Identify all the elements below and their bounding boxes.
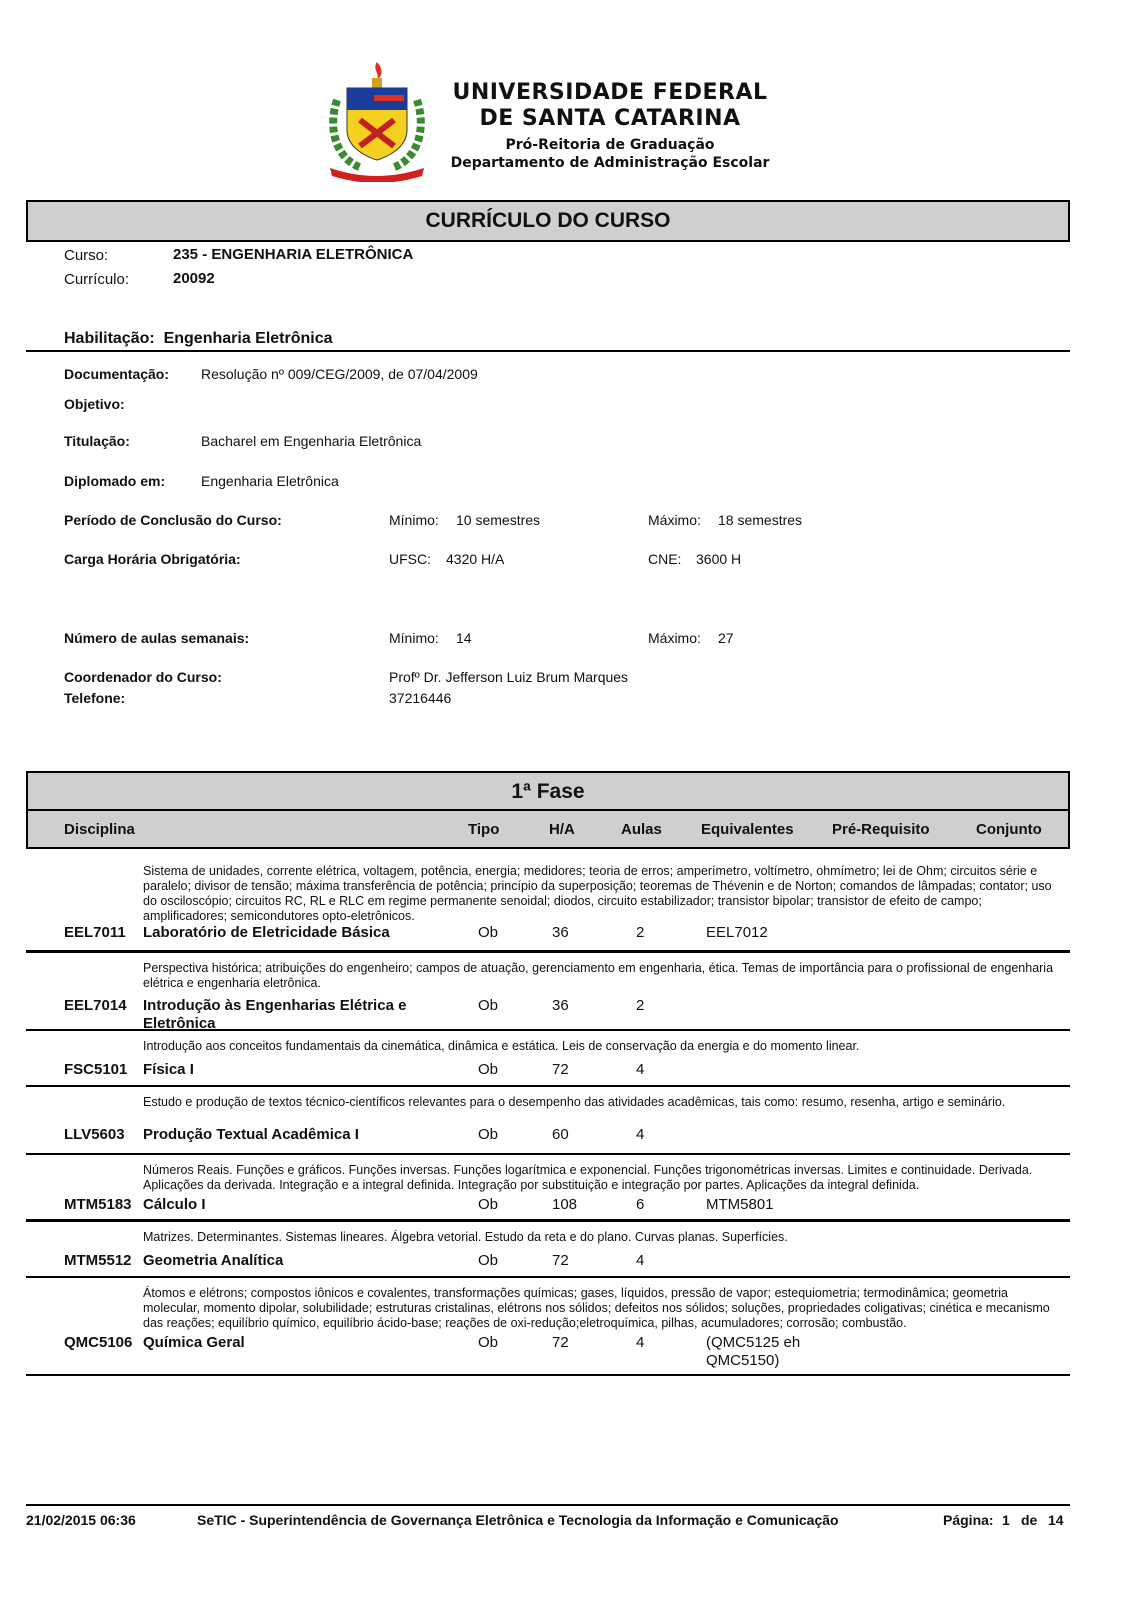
disciplina-aulas: 2 (636, 924, 645, 941)
col-tipo: Tipo (468, 821, 500, 838)
disciplina-name: Introdução às Engenharias Elétrica e Eletrônica (143, 997, 407, 1032)
objetivo-label: Objetivo: (64, 396, 125, 412)
disciplina-description: Introdução aos conceitos fundamentais da cinemática, dinâmica e estática. Leis de conservação da energia e do momento linear. (143, 1039, 860, 1053)
ufsc-logo (322, 60, 432, 182)
disciplina-name: Produção Textual Acadêmica I (143, 1126, 359, 1143)
table-row (26, 953, 1070, 1031)
aulas-max: 27 (718, 630, 734, 646)
disciplina-code: EEL7011 (64, 924, 126, 941)
fase-header (26, 771, 1070, 849)
disciplina-ha: 60 (552, 1126, 569, 1143)
curriculo-value: 20092 (173, 270, 215, 287)
table-row (26, 1155, 1070, 1222)
col-disciplina: Disciplina (64, 821, 135, 838)
footer-org: SeTIC - Superintendência de Governança Eletrônica e Tecnologia da Informação e Comunicação (197, 1512, 839, 1528)
table-row (26, 1087, 1070, 1155)
carga-ufsc-label: UFSC: (389, 551, 431, 567)
table-row (26, 1222, 1070, 1278)
titulacao-label: Titulação: (64, 433, 130, 449)
disciplina-code: EEL7014 (64, 997, 127, 1014)
disciplina-ha: 72 (552, 1061, 569, 1078)
disciplina-tipo: Ob (478, 997, 499, 1014)
periodo-min-label: Mínimo: (389, 512, 439, 528)
aulas-label: Número de aulas semanais: (64, 630, 250, 646)
disciplina-name: Física I (143, 1061, 194, 1078)
habilitacao (26, 330, 1070, 352)
disciplina-description: Átomos e elétrons; compostos iônicos e covalentes, transformações químicas; gases, líquidos, pressão de vapor; estequiometria; termodinâmica; geometria molecular, momento dipolar, solubilidade; estruturas cristalinas, elétrons nos sólidos; defeitos nos sólidos; soluções, propriedades coligativas; cinética e mecanismo das reações; equilíbrio químico, equilíbrio ácido-base; reações de oxi-redução;eletroquímica, pilhas, acumuladores; corrosão; combustão. (143, 1286, 1050, 1330)
curriculo-label: Currículo: (64, 271, 130, 288)
footer-de: de (1021, 1512, 1038, 1528)
disciplina-name: Cálculo I (143, 1196, 206, 1213)
disciplina-aulas: 4 (636, 1126, 645, 1143)
table-row (26, 1031, 1070, 1087)
coordenador-value: Profº Dr. Jefferson Luiz Brum Marques (389, 669, 629, 685)
disciplina-code: MTM5512 (64, 1252, 132, 1269)
disciplina-aulas: 2 (636, 997, 645, 1014)
diplomado-value: Engenharia Eletrônica (201, 473, 339, 489)
disciplina-name: Laboratório de Eletricidade Básica (143, 924, 390, 941)
footer-total: 14 (1048, 1512, 1064, 1528)
disciplina-name: Química Geral (143, 1334, 245, 1351)
disciplina-aulas: 4 (636, 1061, 645, 1078)
footer-page: 1 (1002, 1512, 1010, 1528)
periodo-max-label: Máximo: (648, 512, 701, 528)
disciplina-ha: 72 (552, 1334, 569, 1351)
telefone-value: 37216446 (389, 690, 452, 706)
university-header (440, 80, 780, 172)
dept-1: Pró-Reitoria de Graduação (505, 137, 715, 153)
carga-cne: 3600 H (696, 551, 742, 567)
disciplina-code: FSC5101 (64, 1061, 128, 1078)
disciplina-description: Números Reais. Funções e gráficos. Funções inversas. Funções logarítmica e exponencial. Funções trigonométricas inversas. Limites e continuidade. Derivada. Aplicações da derivada. Integração e a integral definida. Integração por substituição e integração por partes. Aplicações da integral definida. (143, 1163, 1033, 1192)
disciplina-tipo: Ob (478, 1126, 499, 1143)
fase-title: 1ª Fase (28, 773, 1068, 811)
diplomado-label: Diplomado em: (64, 473, 166, 489)
carga-label: Carga Horária Obrigatória: (64, 551, 241, 567)
disciplina-description: Estudo e produção de textos técnico-científicos relevantes para o desempenho das atividades acadêmicas, tais como: resumo, resenha, artigo e seminário. (143, 1095, 1006, 1109)
aulas-max-label: Máximo: (648, 630, 701, 646)
col-aulas: Aulas (621, 821, 662, 838)
disciplina-tipo: Ob (478, 1061, 499, 1078)
periodo-label: Período de Conclusão do Curso: (64, 512, 282, 528)
footer (26, 1504, 1070, 1534)
footer-page-label: Página: (943, 1512, 994, 1528)
carga-ufsc: 4320 H/A (446, 551, 505, 567)
disciplina-description: Matrizes. Determinantes. Sistemas lineares. Álgebra vetorial. Estudo da reta e do plano. Curvas planas. Superfícies. (143, 1230, 788, 1244)
disciplina-tipo: Ob (478, 924, 499, 941)
curso-label: Curso: (64, 247, 109, 264)
disciplina-equivalentes: MTM5801 (706, 1196, 774, 1213)
disciplina-code: LLV5603 (64, 1126, 125, 1143)
col-ha: H/A (549, 821, 575, 838)
habilitacao-value: Engenharia Eletrônica (163, 330, 333, 347)
disciplina-tipo: Ob (478, 1252, 499, 1269)
disciplina-tipo: Ob (478, 1196, 499, 1213)
curso-value: 235 - ENGENHARIA ELETRÔNICA (173, 246, 414, 263)
periodo-max: 18 semestres (718, 512, 803, 528)
col-conjunto: Conjunto (976, 821, 1042, 838)
university-name-2: DE SANTA CATARINA (479, 106, 741, 131)
table-row (26, 1278, 1070, 1376)
disciplina-tipo: Ob (478, 1334, 499, 1351)
disciplina-ha: 72 (552, 1252, 569, 1269)
column-headers (28, 811, 1068, 847)
disciplina-code: MTM5183 (64, 1196, 132, 1213)
university-name-1: UNIVERSIDADE FEDERAL (452, 80, 768, 105)
aulas-min-label: Mínimo: (389, 630, 439, 646)
dept-2: Departamento de Administração Escolar (450, 155, 770, 171)
footer-datetime: 21/02/2015 06:36 (26, 1512, 136, 1528)
disciplina-equivalentes: (QMC5125 eh QMC5150) (706, 1334, 801, 1369)
carga-cne-label: CNE: (648, 551, 682, 567)
disciplina-ha: 36 (552, 997, 569, 1014)
documentacao-label: Documentação: (64, 366, 170, 382)
disciplinas-table (26, 849, 1070, 1376)
titulacao-value: Bacharel em Engenharia Eletrônica (201, 433, 422, 449)
disciplina-equivalentes: EEL7012 (706, 924, 768, 941)
disciplina-aulas: 6 (636, 1196, 645, 1213)
telefone-label: Telefone: (64, 690, 126, 706)
periodo-min: 10 semestres (456, 512, 541, 528)
disciplina-description: Perspectiva histórica; atribuições do engenheiro; campos de atuação, gerenciamento em engenharia, ética. Temas de importância para o profissional de engenharia elétrica e engenharia eletrônica. (143, 961, 1054, 990)
aulas-min: 14 (456, 630, 472, 646)
documentacao-value: Resolução nº 009/CEG/2009, de 07/04/2009 (201, 366, 478, 382)
disciplina-ha: 36 (552, 924, 569, 941)
disciplina-aulas: 4 (636, 1334, 645, 1351)
disciplina-ha: 108 (552, 1196, 578, 1213)
coordenador-label: Coordenador do Curso: (64, 669, 222, 685)
disciplina-aulas: 4 (636, 1252, 645, 1269)
disciplina-name: Geometria Analítica (143, 1252, 284, 1269)
habilitacao-label: Habilitação: (64, 330, 155, 347)
col-pre-requisito: Pré-Requisito (832, 821, 930, 838)
page-title: CURRÍCULO DO CURSO (26, 200, 1070, 242)
col-equivalentes: Equivalentes (701, 821, 794, 838)
table-row (26, 849, 1070, 953)
disciplina-description: Sistema de unidades, corrente elétrica, voltagem, potência, energia; medidores; teoria de erros; amperímetro, voltímetro, ohmímetro; lei de Ohm; circuitos série e paralelo; divisor de tensão; máxima transferência de potência; princípio da superposição; teoremas de Thévenin e de Norton; comandos de lâmpadas; contator; uso do osciloscópio; circuitos RC, RL e RLC em regime permanente senoidal; diodos, circuito estabilizador; transistor bipolar; transistor de efeito de campo; amplificadores; semicondutores opto-eletrônicos. (143, 864, 1052, 923)
disciplina-code: QMC5106 (64, 1334, 133, 1351)
